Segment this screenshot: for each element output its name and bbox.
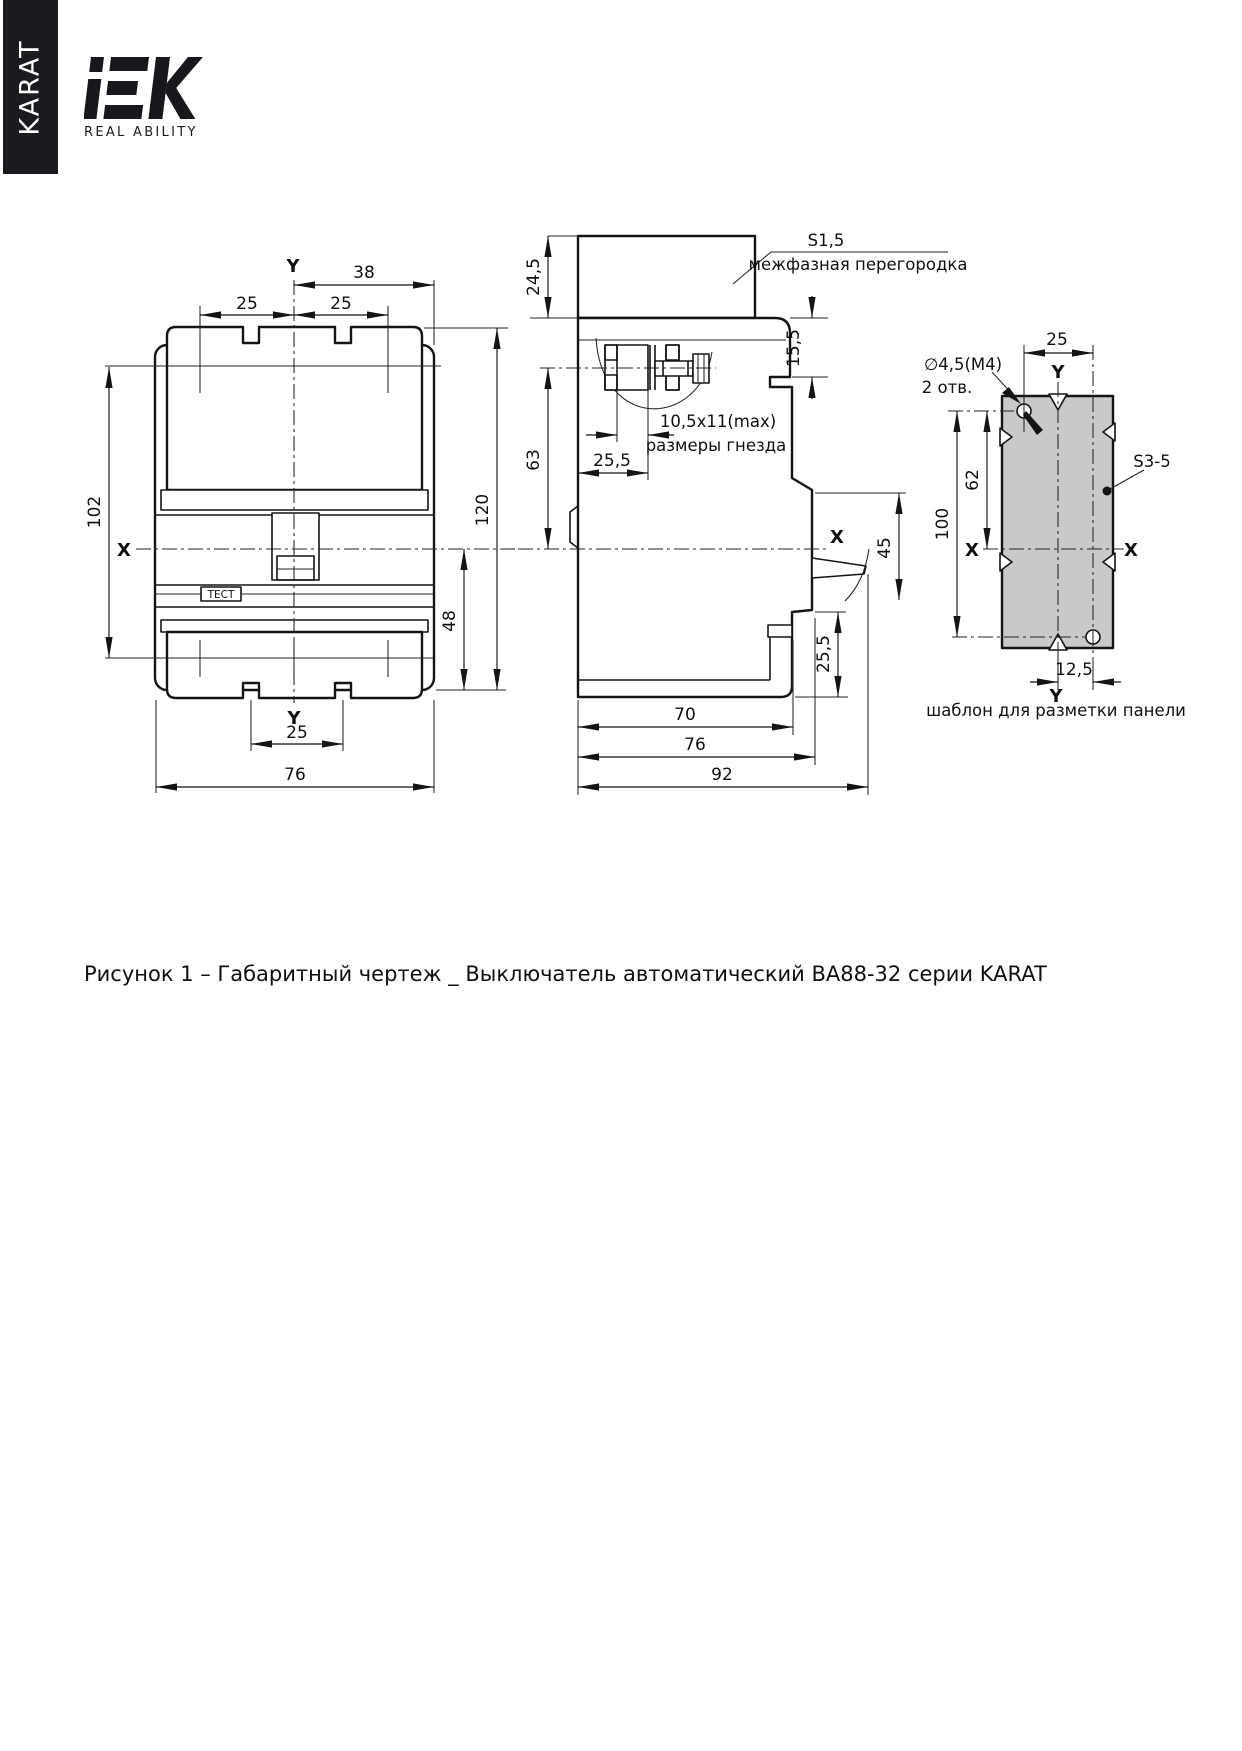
front-axis-y-top-label: Y xyxy=(286,256,300,277)
side-axis-x-label: X xyxy=(830,527,844,548)
template-dim-62-label: 62 xyxy=(963,469,983,491)
side-dim-92-label: 92 xyxy=(711,765,733,785)
side-dim-63-label: 63 xyxy=(524,449,544,471)
template-axis-y-bottom-label: Y xyxy=(1049,686,1063,707)
side-dim-15-5-label: 15,5 xyxy=(784,329,804,367)
template-dim-100-label: 100 xyxy=(933,507,953,541)
side-dim-76-label: 76 xyxy=(684,735,706,755)
series-label: KARAT xyxy=(15,38,47,136)
front-dim-38-label: 38 xyxy=(353,263,375,283)
side-view xyxy=(518,231,967,795)
front-dim-25-bottom-label: 25 xyxy=(286,723,308,743)
front-dim-102-label: 102 xyxy=(85,495,105,529)
template-dim-12-5-label: 12,5 xyxy=(1055,660,1093,680)
side-thickness-label: S1,5 xyxy=(807,231,845,250)
side-dim-25-5-lower-label: 25,5 xyxy=(814,635,834,673)
front-dim-76-label: 76 xyxy=(284,765,306,785)
side-dim-25-5-upper-label: 25,5 xyxy=(593,451,631,471)
front-dim-120-label: 120 xyxy=(473,493,493,527)
template-caption: шаблон для разметки панели xyxy=(926,701,1186,720)
side-barrier-label: межфазная перегородка xyxy=(748,255,968,274)
front-dim-25-right-label: 25 xyxy=(330,294,352,314)
template-surface-label: S3-5 xyxy=(1133,452,1171,471)
logo-tagline: REAL ABILITY xyxy=(84,125,198,140)
template-view xyxy=(922,330,1186,720)
front-dim-48-label: 48 xyxy=(440,610,460,632)
side-socket-caption: размеры гнезда xyxy=(645,436,787,455)
front-axis-x-label: X xyxy=(117,540,131,561)
front-view xyxy=(85,256,516,793)
side-socket-dim-label: 10,5x11(max) xyxy=(659,412,777,431)
template-dim-25-label: 25 xyxy=(1046,330,1068,350)
front-dim-25-left-label: 25 xyxy=(236,294,258,314)
template-axis-y-top-label: Y xyxy=(1051,362,1065,383)
test-button-label: ТЕСТ xyxy=(207,589,235,601)
front-axis-y-bottom-label: Y xyxy=(287,708,301,729)
template-hole-count-label: 2 отв. xyxy=(921,378,973,397)
figure-caption: Рисунок 1 – Габаритный чертеж _ Выключатель автоматический ВА88-32 серии KARAT xyxy=(84,962,1047,986)
template-axis-x-right-label: X xyxy=(1124,540,1138,561)
side-dim-45-label: 45 xyxy=(875,537,895,559)
template-axis-x-left-label: X xyxy=(965,540,979,561)
side-dim-70-label: 70 xyxy=(674,705,696,725)
side-dim-24-5-label: 24,5 xyxy=(524,258,544,296)
template-hole-spec-label: ∅4,5(M4) xyxy=(923,355,1003,374)
